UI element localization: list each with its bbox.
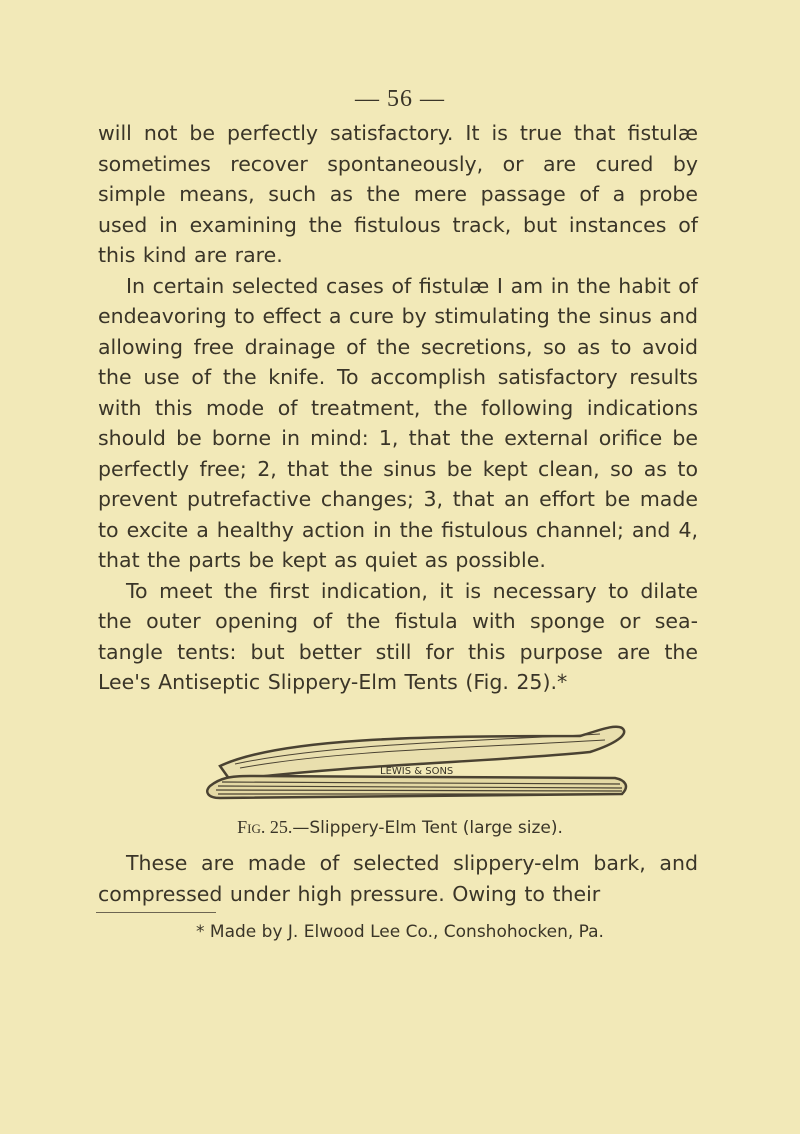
main-text (98, 118, 698, 698)
continuation-text (98, 848, 698, 909)
paragraph-1: will not be perfectly satisfactory. It is true that fistulæ sometimes recover spontaneously, or are cured by simple means, such as the mere passage of a probe used in examining the fistulous track, but instances of this kind are rare. (98, 121, 698, 267)
tent-illustration (160, 718, 660, 818)
paragraph-2: In certain selected cases of fistulæ I am in the habit of endeavoring to effect a cure by stimulating the sinus and allowing free drainage of the secretions, so as to avoid the use of the knife. To accomplish satisfactory results with this mode of treatment, the following indications should be borne in mind: 1, that the external orifice be perfectly free; 2, that the sinus be kept clean, so as to prevent putrefactive changes; 3, that an effort be made to excite a healthy action in the fistulous channel; and 4, that the parts be kept as quiet as possible. (98, 273, 698, 572)
footnote: * Made by J. Elwood Lee Co., Conshohocken, Pa. (196, 922, 604, 942)
paragraph-3: To meet the first indication, it is necessary to dilate the outer opening of the fistula with sponge or sea-tangle tents: but better still for this purpose are the Lee's Antiseptic Slippery-Elm Tents (Fig. 25).* (98, 578, 698, 694)
tent-imprint: LEWIS & SONS (380, 766, 454, 777)
figure-caption (0, 817, 800, 838)
paragraph-4: These are made of selected slippery-elm bark, and compressed under high pressure. Owing to their (98, 851, 698, 906)
caption-text: —Slippery-Elm Tent (large size). (292, 818, 563, 838)
page-number: — 56 — (355, 86, 445, 112)
footnote-rule (96, 912, 216, 913)
figure-slippery-elm-tent (160, 718, 660, 818)
caption-label: Fig. 25. (237, 817, 293, 837)
